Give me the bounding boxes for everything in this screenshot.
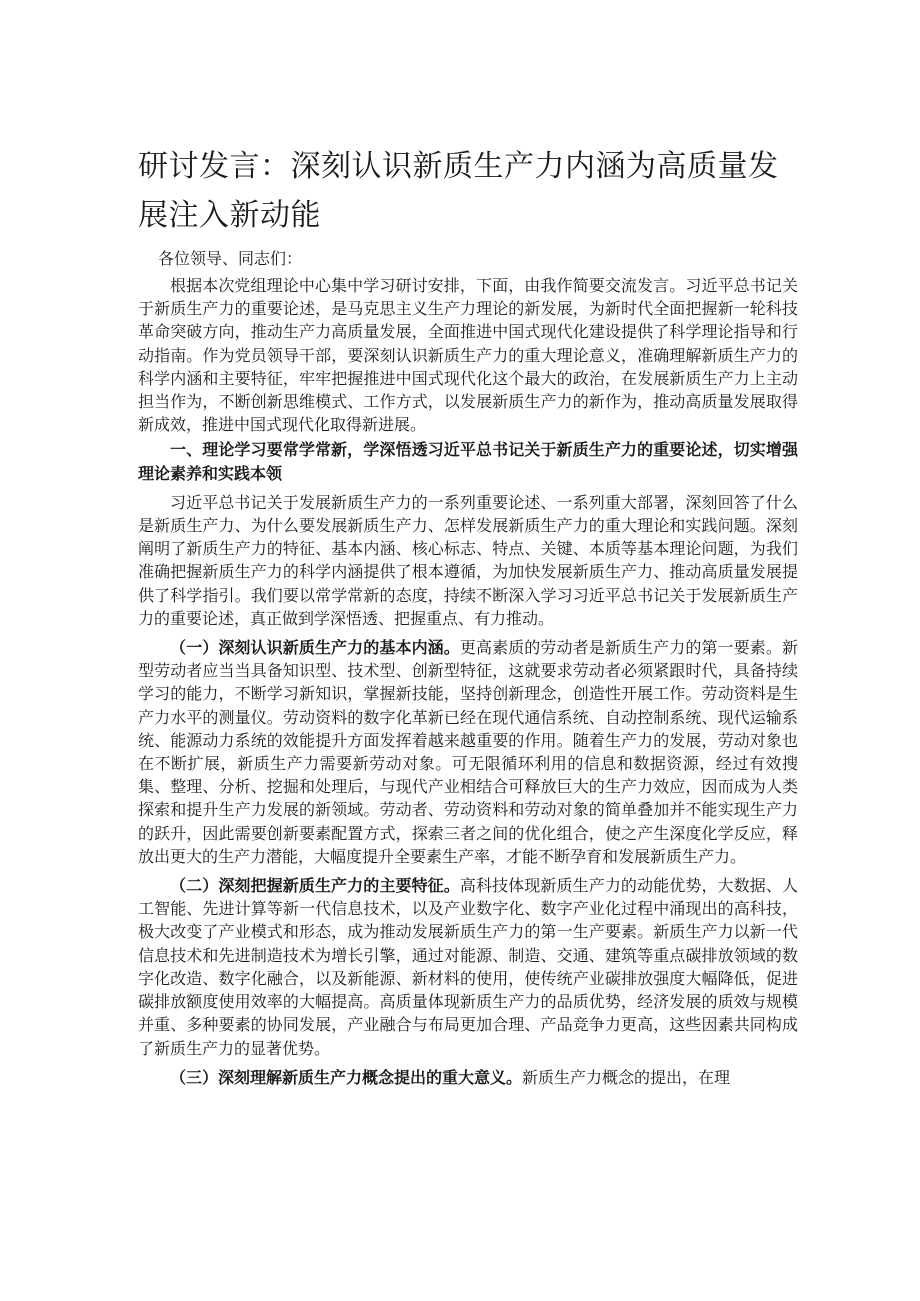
section-heading-1: 一、理论学习要常学常新，学深悟透习近平总书记关于新质生产力的重要论述，切实增强理论素养和实践本领 <box>138 440 798 483</box>
section-1-paragraph: 习近平总书记关于发展新质生产力的一系列重要论述、一系列重大部署，深刻回答了什么是新质生产力、为什么要发展新质生产力、怎样发展新质生产力的重大理论和实践问题。深刻阐明了新质生产力的特征、基本内涵、核心标志、特点、关键、本质等基本理论问题，为我们准确把握新质生产力的科学内涵提供了根本遵循，为加快发展新质生产力、推动高质量发展提供了科学指引。我们要以常学常新的态度，持续不断深入学习习近平总书记关于发展新质生产力的重要论述，真正做到学深悟透、把握重点、有力推动。 <box>138 492 798 628</box>
point-1-body: 更高素质的劳动者是新质生产力的第一要素。新型劳动者应当当具备知识型、技术型、创新型特征，这就要求劳动者必须紧跟时代，具备持续学习的能力，不断学习新知识，掌握新技能，坚持创新理念，创造性开展工作。劳动资料是生产力水平的测量仪。劳动资料的数字化革新已经在现代通信系统、自动控制系统、现代运输系统、能源动力系统的效能提升方面发挥着越来越重要的作用。随着生产力的发展，劳动对象也在不断扩展，新质生产力需要新劳动对象。可无限循环利用的信息和数据资源，经过有效搜集、整理、分析、挖掘和处理后，与现代产业相结合可释放巨大的生产力效应，因而成为人类探索和提升生产力发展的新领域。劳动者、劳动资料和劳动对象的简单叠加并不能实现生产力的跃升，因此需要创新要素配置方式，探索三者之间的优化组合，使之产生深度化学反应，释放出更大的生产力潜能，大幅度提升全要素生产率，才能不断孕育和发展新质生产力。 <box>138 638 798 866</box>
point-3-paragraph <box>138 1066 798 1089</box>
point-1-heading: （一）深刻认识新质生产力的基本内涵。 <box>170 638 460 658</box>
point-2-body: 高科技体现新质生产力的动能优势，大数据、人工智能、先进计算等新一代信息技术，以及产业数字化、数字产业化过程中涌现出的高科技，极大改变了产业模式和形态，成为推动发展新质生产力的第一生产要素。新质生产力以新一代信息技术和先进制造技术为增长引擎，通过对能源、制造、交通、建筑等重点碳排放领域的数字化改造、数字化融合，以及新能源、新材料的使用，使传统产业碳排放强度大幅降低，促进碳排放额度使用效率的大幅提高。高质量体现新质生产力的品质优势，经济发展的质效与规模并重、多种要素的协同发展，产业融合与布局更加合理、产品竞争力更高，这些因素共同构成了新质生产力的显著优势。 <box>138 876 798 1058</box>
intro-paragraph: 根据本次党组理论中心集中学习研讨安排，下面，由我作简要交流发言。习近平总书记关于新质生产力的重要论述，是马克思主义生产力理论的新发展，为新时代全面把握新一轮科技革命突破方向，推动生产力高质量发展，全面推进中国式现代化建设提供了科学理论指导和行动指南。作为党员领导干部，要深刻认识新质生产力的重大理论意义，准确理解新质生产力的科学内涵和主要特征，牢牢把握推进中国式现代化这个最大的政治，在发展新质生产力上主动担当作为，不断创新思维模式、工作方式，以发展新质生产力的新作为，推动高质量发展取得新成效，推进中国式现代化取得新进展。 <box>138 276 798 435</box>
salutation: 各位领导、同志们： <box>158 249 303 268</box>
page-title: 研讨发言：深刻认识新质生产力内涵为高质量发展注入新动能 <box>138 149 779 233</box>
point-3-body: 新质生产力概念的提出，在理 <box>522 1067 731 1087</box>
point-2-heading: （二）深刻把握新质生产力的主要特征。 <box>170 876 460 896</box>
document-page <box>138 142 798 1089</box>
point-1-paragraph <box>138 636 798 868</box>
point-3-heading: （三）深刻理解新质生产力概念提出的重大意义。 <box>170 1067 523 1087</box>
point-2-paragraph <box>138 874 798 1060</box>
